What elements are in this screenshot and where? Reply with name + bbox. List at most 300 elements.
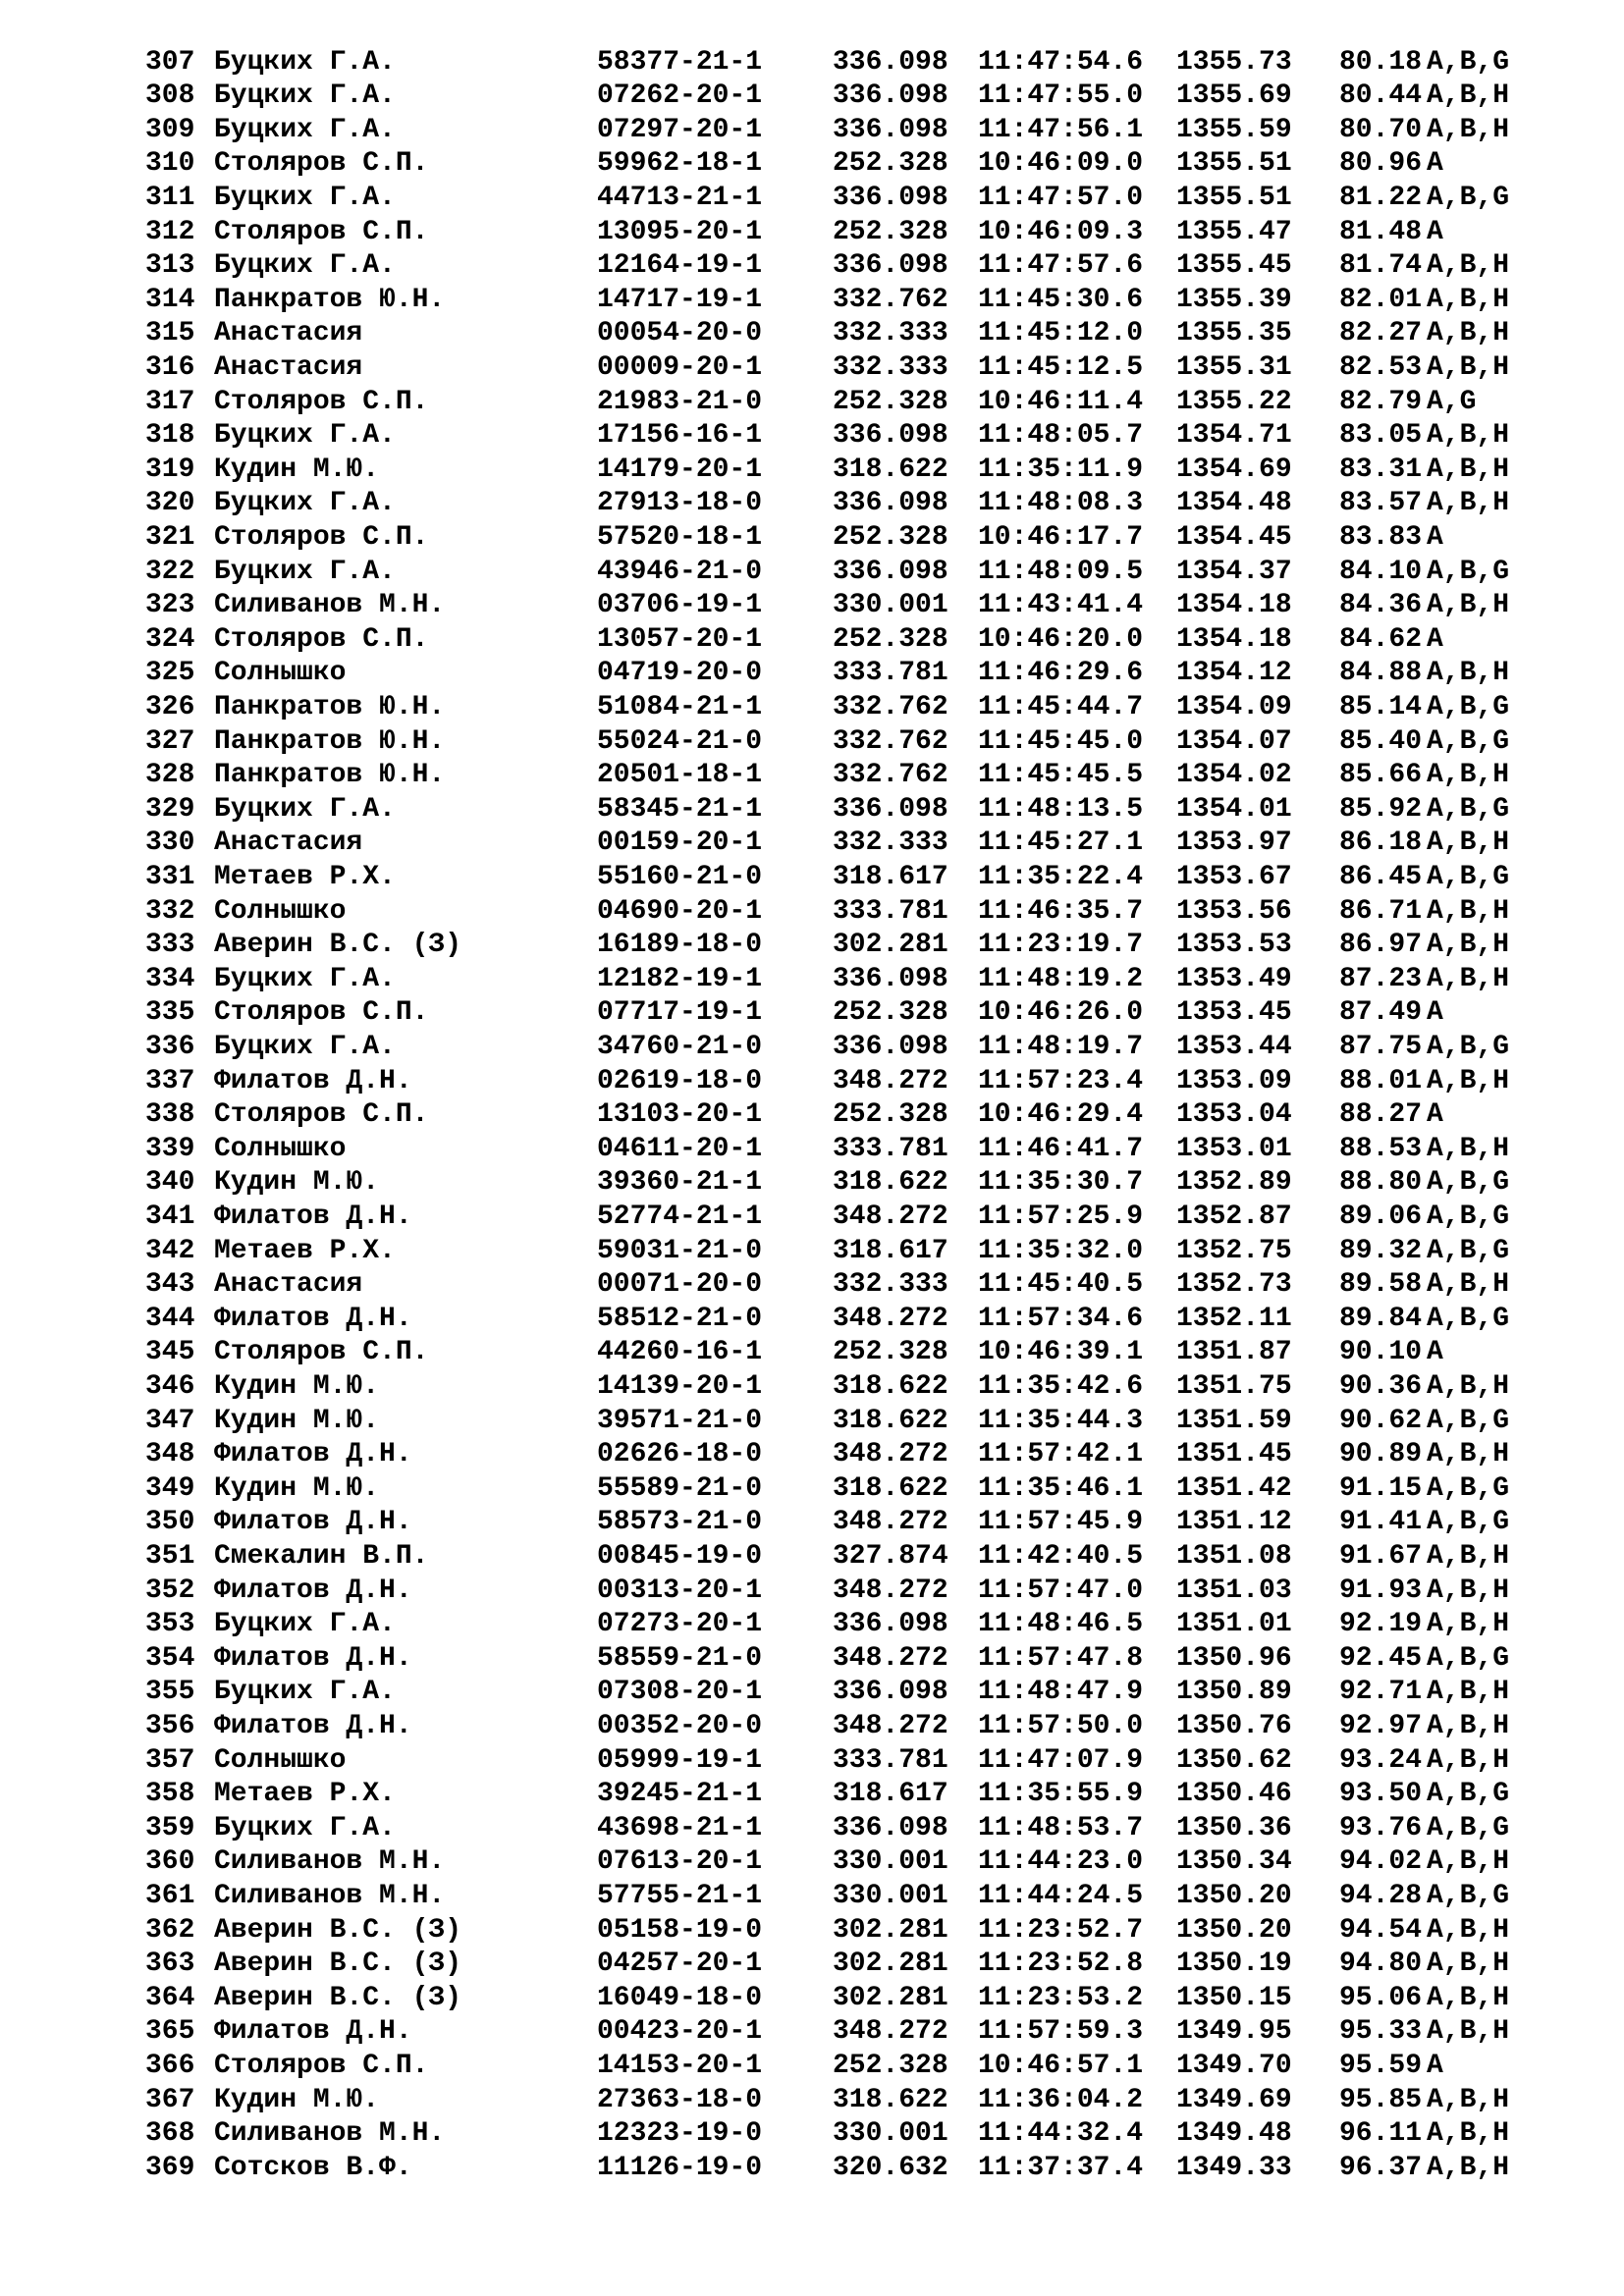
ring-number: 00845-19-0: [597, 1540, 763, 1572]
owner-name: Аверин В.С. (З): [214, 1949, 462, 1980]
coefficient: 90.62: [1339, 1405, 1423, 1436]
arrival-time: 11:45:40.5: [978, 1269, 1144, 1301]
owner-name: Сотсков В.Ф.: [214, 2152, 412, 2183]
owner-name: Столяров С.П.: [214, 148, 429, 180]
coefficient: 90.10: [1339, 1337, 1423, 1368]
coefficient: 90.89: [1339, 1439, 1423, 1470]
result-row: [0, 623, 1624, 658]
arrival-time: 11:23:53.2: [978, 1982, 1144, 2013]
owner-name: Анастасия: [214, 1269, 363, 1301]
arrival-time: 11:57:59.3: [978, 2016, 1144, 2048]
place-number: 338: [145, 1099, 195, 1131]
owner-name: Столяров С.П.: [214, 2050, 429, 2081]
place-number: 346: [145, 1370, 195, 1402]
speed: 1349.33: [1176, 2152, 1292, 2183]
distance: 318.617: [833, 1779, 948, 1810]
distance: 336.098: [833, 420, 948, 452]
result-row: [0, 1031, 1624, 1065]
result-row: [0, 114, 1624, 148]
speed: 1352.75: [1176, 1235, 1292, 1266]
distance: 318.622: [833, 1405, 948, 1436]
owner-name: Буцких Г.А.: [214, 420, 396, 452]
arrival-time: 10:46:20.0: [978, 623, 1144, 655]
place-number: 351: [145, 1540, 195, 1572]
owner-name: Аверин В.С. (З): [214, 1914, 462, 1946]
speed: 1350.15: [1176, 1982, 1292, 2013]
arrival-time: 10:46:57.1: [978, 2050, 1144, 2081]
distance: 348.272: [833, 1507, 948, 1538]
speed: 1351.08: [1176, 1540, 1292, 1572]
result-row: [0, 589, 1624, 623]
groups: A: [1427, 1099, 1443, 1131]
place-number: 311: [145, 182, 195, 213]
coefficient: 86.45: [1339, 861, 1423, 892]
distance: 333.781: [833, 1744, 948, 1776]
speed: 1353.67: [1176, 861, 1292, 892]
owner-name: Столяров С.П.: [214, 1099, 429, 1131]
distance: 318.622: [833, 1472, 948, 1504]
arrival-time: 11:23:52.8: [978, 1949, 1144, 1980]
groups: A,B,H: [1427, 250, 1510, 282]
groups: A,B,G: [1427, 1642, 1510, 1674]
groups: A,B,H: [1427, 590, 1510, 621]
arrival-time: 11:35:55.9: [978, 1779, 1144, 1810]
result-row: [0, 147, 1624, 182]
place-number: 357: [145, 1744, 195, 1776]
result-row: [0, 2015, 1624, 2050]
speed: 1351.03: [1176, 1575, 1292, 1606]
speed: 1354.18: [1176, 623, 1292, 655]
arrival-time: 11:35:11.9: [978, 454, 1144, 485]
arrival-time: 11:48:08.3: [978, 488, 1144, 519]
distance: 348.272: [833, 1575, 948, 1606]
owner-name: Буцких Г.А.: [214, 1031, 396, 1062]
coefficient: 88.27: [1339, 1099, 1423, 1131]
ring-number: 02619-18-0: [597, 1065, 763, 1096]
distance: 330.001: [833, 1846, 948, 1878]
place-number: 330: [145, 828, 195, 859]
ring-number: 55024-21-0: [597, 725, 763, 757]
groups: A,B,H: [1427, 1065, 1510, 1096]
place-number: 315: [145, 318, 195, 349]
groups: A,B,H: [1427, 1914, 1510, 1946]
arrival-time: 11:44:24.5: [978, 1880, 1144, 1911]
distance: 336.098: [833, 1677, 948, 1708]
groups: A,B,H: [1427, 1846, 1510, 1878]
coefficient: 88.80: [1339, 1167, 1423, 1199]
distance: 252.328: [833, 623, 948, 655]
coefficient: 86.18: [1339, 828, 1423, 859]
result-row: [0, 317, 1624, 351]
distance: 252.328: [833, 148, 948, 180]
coefficient: 81.74: [1339, 250, 1423, 282]
arrival-time: 10:46:26.0: [978, 997, 1144, 1029]
ring-number: 21983-21-0: [597, 386, 763, 417]
speed: 1350.96: [1176, 1642, 1292, 1674]
owner-name: Буцких Г.А.: [214, 488, 396, 519]
arrival-time: 11:35:32.0: [978, 1235, 1144, 1266]
groups: A,B,H: [1427, 1949, 1510, 1980]
place-number: 359: [145, 1812, 195, 1843]
coefficient: 93.24: [1339, 1744, 1423, 1776]
groups: A,B,H: [1427, 351, 1510, 383]
place-number: 348: [145, 1439, 195, 1470]
groups: A,B,H: [1427, 1744, 1510, 1776]
place-number: 334: [145, 963, 195, 994]
ring-number: 57755-21-1: [597, 1880, 763, 1911]
coefficient: 82.27: [1339, 318, 1423, 349]
coefficient: 85.14: [1339, 691, 1423, 722]
result-row: [0, 351, 1624, 386]
arrival-time: 11:45:12.5: [978, 351, 1144, 383]
owner-name: Буцких Г.А.: [214, 1677, 396, 1708]
groups: A,B,H: [1427, 2152, 1510, 2183]
result-row: [0, 895, 1624, 930]
result-row: [0, 929, 1624, 963]
distance: 336.098: [833, 1812, 948, 1843]
speed: 1354.12: [1176, 658, 1292, 689]
ring-number: 27913-18-0: [597, 488, 763, 519]
result-row: [0, 1370, 1624, 1405]
arrival-time: 11:48:47.9: [978, 1677, 1144, 1708]
speed: 1351.01: [1176, 1609, 1292, 1640]
owner-name: Столяров С.П.: [214, 216, 429, 247]
groups: A,B,G: [1427, 1880, 1510, 1911]
coefficient: 91.67: [1339, 1540, 1423, 1572]
place-number: 329: [145, 793, 195, 825]
coefficient: 86.97: [1339, 930, 1423, 961]
arrival-time: 11:48:46.5: [978, 1609, 1144, 1640]
arrival-time: 10:46:17.7: [978, 521, 1144, 553]
result-row: [0, 386, 1624, 420]
groups: A,B,G: [1427, 725, 1510, 757]
owner-name: Столяров С.П.: [214, 623, 429, 655]
distance: 327.874: [833, 1540, 948, 1572]
result-row: [0, 249, 1624, 284]
coefficient: 85.40: [1339, 725, 1423, 757]
place-number: 361: [145, 1880, 195, 1911]
ring-number: 07297-20-1: [597, 114, 763, 145]
speed: 1353.01: [1176, 1133, 1292, 1164]
speed: 1355.31: [1176, 351, 1292, 383]
result-row: [0, 759, 1624, 793]
result-row: [0, 216, 1624, 250]
place-number: 321: [145, 521, 195, 553]
owner-name: Кудин М.Ю.: [214, 1405, 380, 1436]
speed: 1350.62: [1176, 1744, 1292, 1776]
ring-number: 00159-20-1: [597, 828, 763, 859]
coefficient: 82.01: [1339, 284, 1423, 315]
speed: 1353.45: [1176, 997, 1292, 1029]
arrival-time: 11:57:23.4: [978, 1065, 1144, 1096]
result-row: [0, 2152, 1624, 2186]
owner-name: Кудин М.Ю.: [214, 1167, 380, 1199]
groups: A,B,G: [1427, 1303, 1510, 1334]
arrival-time: 11:35:46.1: [978, 1472, 1144, 1504]
result-row: [0, 2050, 1624, 2084]
ring-number: 14717-19-1: [597, 284, 763, 315]
result-row: [0, 996, 1624, 1031]
place-number: 307: [145, 46, 195, 78]
coefficient: 92.45: [1339, 1642, 1423, 1674]
owner-name: Буцких Г.А.: [214, 1609, 396, 1640]
ring-number: 43698-21-1: [597, 1812, 763, 1843]
speed: 1351.45: [1176, 1439, 1292, 1470]
arrival-time: 11:57:25.9: [978, 1201, 1144, 1232]
distance: 336.098: [833, 1031, 948, 1062]
ring-number: 11126-19-0: [597, 2152, 763, 2183]
groups: A,B,H: [1427, 895, 1510, 927]
speed: 1350.46: [1176, 1779, 1292, 1810]
distance: 348.272: [833, 1065, 948, 1096]
distance: 330.001: [833, 1880, 948, 1911]
groups: A,B,G: [1427, 861, 1510, 892]
speed: 1350.19: [1176, 1949, 1292, 1980]
speed: 1350.36: [1176, 1812, 1292, 1843]
place-number: 328: [145, 760, 195, 791]
owner-name: Смекалин В.П.: [214, 1540, 429, 1572]
groups: A,B,H: [1427, 1575, 1510, 1606]
result-row: [0, 1914, 1624, 1949]
distance: 332.762: [833, 760, 948, 791]
arrival-time: 11:45:45.0: [978, 725, 1144, 757]
ring-number: 04719-20-0: [597, 658, 763, 689]
groups: A,B,H: [1427, 1677, 1510, 1708]
ring-number: 00313-20-1: [597, 1575, 763, 1606]
result-row: [0, 1268, 1624, 1303]
place-number: 308: [145, 80, 195, 112]
coefficient: 83.57: [1339, 488, 1423, 519]
arrival-time: 11:47:57.0: [978, 182, 1144, 213]
coefficient: 88.53: [1339, 1133, 1423, 1164]
arrival-time: 11:57:50.0: [978, 1710, 1144, 1741]
owner-name: Солнышко: [214, 895, 347, 927]
place-number: 343: [145, 1269, 195, 1301]
place-number: 319: [145, 454, 195, 485]
speed: 1354.37: [1176, 556, 1292, 587]
coefficient: 81.22: [1339, 182, 1423, 213]
coefficient: 94.28: [1339, 1880, 1423, 1911]
arrival-time: 11:42:40.5: [978, 1540, 1144, 1572]
result-row: [0, 284, 1624, 318]
groups: A,B,H: [1427, 828, 1510, 859]
place-number: 354: [145, 1642, 195, 1674]
owner-name: Буцких Г.А.: [214, 1812, 396, 1843]
distance: 318.622: [833, 1370, 948, 1402]
arrival-time: 11:48:53.7: [978, 1812, 1144, 1843]
distance: 348.272: [833, 2016, 948, 2048]
ring-number: 07717-19-1: [597, 997, 763, 1029]
groups: A,B,H: [1427, 963, 1510, 994]
speed: 1353.09: [1176, 1065, 1292, 1096]
owner-name: Кудин М.Ю.: [214, 454, 380, 485]
owner-name: Кудин М.Ю.: [214, 1370, 380, 1402]
result-row: [0, 691, 1624, 725]
place-number: 339: [145, 1133, 195, 1164]
distance: 320.632: [833, 2152, 948, 2183]
groups: A,B,H: [1427, 1133, 1510, 1164]
distance: 348.272: [833, 1201, 948, 1232]
speed: 1352.11: [1176, 1303, 1292, 1334]
result-row: [0, 556, 1624, 590]
coefficient: 82.79: [1339, 386, 1423, 417]
coefficient: 88.01: [1339, 1065, 1423, 1096]
owner-name: Силиванов М.Н.: [214, 2118, 446, 2150]
groups: A,B,H: [1427, 318, 1510, 349]
coefficient: 91.41: [1339, 1507, 1423, 1538]
owner-name: Буцких Г.А.: [214, 182, 396, 213]
place-number: 318: [145, 420, 195, 452]
result-row: [0, 827, 1624, 861]
ring-number: 13103-20-1: [597, 1099, 763, 1131]
groups: A,B,G: [1427, 1167, 1510, 1199]
ring-number: 13057-20-1: [597, 623, 763, 655]
distance: 336.098: [833, 250, 948, 282]
distance: 318.617: [833, 1235, 948, 1266]
ring-number: 05999-19-1: [597, 1744, 763, 1776]
distance: 332.333: [833, 318, 948, 349]
place-number: 345: [145, 1337, 195, 1368]
speed: 1353.44: [1176, 1031, 1292, 1062]
result-row: [0, 1235, 1624, 1269]
groups: A,B,G: [1427, 1812, 1510, 1843]
place-number: 332: [145, 895, 195, 927]
result-row: [0, 1744, 1624, 1779]
distance: 302.281: [833, 1914, 948, 1946]
coefficient: 81.48: [1339, 216, 1423, 247]
ring-number: 04257-20-1: [597, 1949, 763, 1980]
ring-number: 59031-21-0: [597, 1235, 763, 1266]
arrival-time: 11:47:07.9: [978, 1744, 1144, 1776]
arrival-time: 11:46:41.7: [978, 1133, 1144, 1164]
speed: 1355.39: [1176, 284, 1292, 315]
place-number: 312: [145, 216, 195, 247]
groups: A,B,H: [1427, 114, 1510, 145]
distance: 332.762: [833, 725, 948, 757]
distance: 330.001: [833, 2118, 948, 2150]
owner-name: Филатов Д.Н.: [214, 1575, 412, 1606]
ring-number: 58345-21-1: [597, 793, 763, 825]
distance: 252.328: [833, 2050, 948, 2081]
speed: 1350.76: [1176, 1710, 1292, 1741]
result-row: [0, 1166, 1624, 1201]
owner-name: Буцких Г.А.: [214, 80, 396, 112]
result-row: [0, 1303, 1624, 1337]
place-number: 347: [145, 1405, 195, 1436]
speed: 1355.69: [1176, 80, 1292, 112]
result-row: [0, 1676, 1624, 1710]
owner-name: Силиванов М.Н.: [214, 1846, 446, 1878]
ring-number: 00054-20-0: [597, 318, 763, 349]
arrival-time: 11:35:44.3: [978, 1405, 1144, 1436]
coefficient: 95.06: [1339, 1982, 1423, 2013]
coefficient: 95.59: [1339, 2050, 1423, 2081]
place-number: 352: [145, 1575, 195, 1606]
coefficient: 80.44: [1339, 80, 1423, 112]
coefficient: 80.96: [1339, 148, 1423, 180]
arrival-time: 11:45:30.6: [978, 284, 1144, 315]
owner-name: Метаев Р.Х.: [214, 1779, 396, 1810]
speed: 1355.73: [1176, 46, 1292, 78]
arrival-time: 10:46:29.4: [978, 1099, 1144, 1131]
speed: 1353.56: [1176, 895, 1292, 927]
arrival-time: 11:23:19.7: [978, 930, 1144, 961]
ring-number: 51084-21-1: [597, 691, 763, 722]
arrival-time: 11:48:05.7: [978, 420, 1144, 452]
ring-number: 05158-19-0: [597, 1914, 763, 1946]
ring-number: 07273-20-1: [597, 1609, 763, 1640]
result-row: [0, 1098, 1624, 1133]
speed: 1354.18: [1176, 590, 1292, 621]
owner-name: Панкратов Ю.Н.: [214, 725, 446, 757]
place-number: 368: [145, 2118, 195, 2150]
arrival-time: 11:48:19.2: [978, 963, 1144, 994]
coefficient: 82.53: [1339, 351, 1423, 383]
place-number: 363: [145, 1949, 195, 1980]
distance: 336.098: [833, 114, 948, 145]
distance: 302.281: [833, 1949, 948, 1980]
place-number: 322: [145, 556, 195, 587]
ring-number: 44260-16-1: [597, 1337, 763, 1368]
owner-name: Солнышко: [214, 1133, 347, 1164]
speed: 1355.22: [1176, 386, 1292, 417]
ring-number: 04690-20-1: [597, 895, 763, 927]
coefficient: 87.75: [1339, 1031, 1423, 1062]
owner-name: Панкратов Ю.Н.: [214, 691, 446, 722]
place-number: 331: [145, 861, 195, 892]
coefficient: 84.10: [1339, 556, 1423, 587]
speed: 1351.87: [1176, 1337, 1292, 1368]
arrival-time: 11:46:35.7: [978, 895, 1144, 927]
speed: 1350.20: [1176, 1914, 1292, 1946]
ring-number: 55589-21-0: [597, 1472, 763, 1504]
groups: A: [1427, 997, 1443, 1029]
place-number: 310: [145, 148, 195, 180]
distance: 318.622: [833, 2084, 948, 2115]
coefficient: 91.93: [1339, 1575, 1423, 1606]
arrival-time: 11:35:22.4: [978, 861, 1144, 892]
distance: 332.333: [833, 828, 948, 859]
distance: 333.781: [833, 895, 948, 927]
owner-name: Буцких Г.А.: [214, 963, 396, 994]
groups: A,B,H: [1427, 930, 1510, 961]
distance: 318.617: [833, 861, 948, 892]
speed: 1350.20: [1176, 1880, 1292, 1911]
arrival-time: 11:37:37.4: [978, 2152, 1144, 2183]
place-number: 336: [145, 1031, 195, 1062]
ring-number: 39245-21-1: [597, 1779, 763, 1810]
speed: 1355.35: [1176, 318, 1292, 349]
speed: 1355.47: [1176, 216, 1292, 247]
distance: 332.333: [833, 1269, 948, 1301]
coefficient: 89.84: [1339, 1303, 1423, 1334]
place-number: 366: [145, 2050, 195, 2081]
coefficient: 91.15: [1339, 1472, 1423, 1504]
groups: A,B,G: [1427, 1472, 1510, 1504]
ring-number: 07262-20-1: [597, 80, 763, 112]
place-number: 324: [145, 623, 195, 655]
place-number: 326: [145, 691, 195, 722]
groups: A: [1427, 623, 1443, 655]
arrival-time: 11:47:55.0: [978, 80, 1144, 112]
coefficient: 83.83: [1339, 521, 1423, 553]
speed: 1352.87: [1176, 1201, 1292, 1232]
place-number: 317: [145, 386, 195, 417]
result-row: [0, 963, 1624, 997]
ring-number: 58377-21-1: [597, 46, 763, 78]
result-row: [0, 861, 1624, 895]
ring-number: 12182-19-1: [597, 963, 763, 994]
